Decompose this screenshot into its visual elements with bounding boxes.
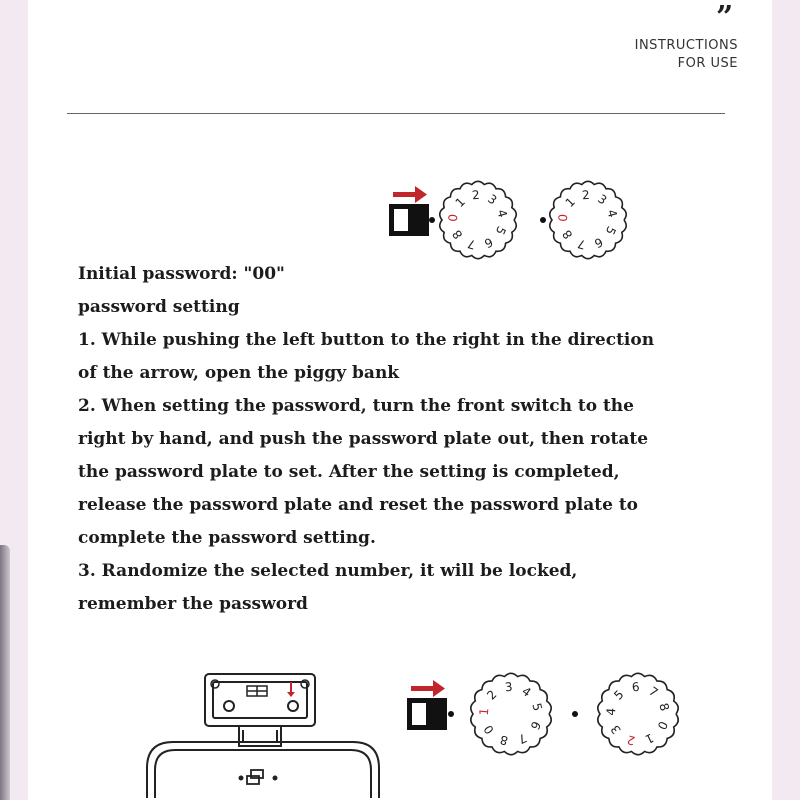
- dial-digit: 0: [445, 213, 461, 223]
- connector-dot: [540, 217, 546, 223]
- connector-dot: [448, 711, 454, 717]
- dial-digit: 1: [642, 730, 656, 747]
- front-switch-icon: [239, 770, 278, 784]
- dial-digit: 4: [603, 707, 619, 717]
- header-line-instructions: INSTRUCTIONS: [634, 38, 738, 53]
- piggy-bank-lock-illustration: [143, 670, 383, 800]
- dial-top-left: [440, 181, 516, 258]
- password-setting-heading: password setting: [78, 297, 240, 317]
- quote-mark: ”: [716, 0, 734, 35]
- step-3-line: 3. Randomize the selected number, it will be locked,: [78, 561, 578, 581]
- dial-digit: 3: [485, 191, 500, 208]
- dial-digit: 0: [654, 718, 671, 732]
- dial-digit: 8: [498, 732, 510, 748]
- header-line-for-use: FOR USE: [677, 56, 738, 71]
- dial-digit: 4: [604, 208, 620, 220]
- initial-password-line: Initial password: "00": [78, 264, 285, 284]
- dial-digit: 5: [602, 224, 619, 237]
- dial-digit: 6: [482, 234, 495, 251]
- dial-digit: 0: [480, 722, 497, 737]
- dial-digit: 8: [559, 227, 576, 242]
- dial-digit: 2: [581, 187, 591, 203]
- dial-digit: 3: [595, 191, 610, 208]
- lock-button-icon: [389, 204, 429, 236]
- dial-digit: 7: [466, 236, 478, 252]
- dial-digit: 7: [646, 683, 661, 700]
- dial-digit: 5: [611, 687, 627, 703]
- dial-digit: 5: [492, 224, 509, 237]
- dial-digit: 2: [484, 687, 500, 703]
- dial-digit: 8: [656, 701, 672, 713]
- push-arrow-icon: [393, 186, 427, 203]
- step-2-line-4: release the password plate and reset the password plate to: [78, 495, 639, 515]
- instructions-text: [78, 258, 768, 621]
- dial-digit: 2: [625, 732, 637, 748]
- lock-diagram-set: [405, 670, 695, 760]
- dial-digit: 4: [494, 208, 510, 220]
- connector-dot: [572, 711, 578, 717]
- dial-bottom-right: [598, 673, 678, 754]
- dial-digit: 6: [592, 234, 605, 251]
- connector-dot: [429, 217, 435, 223]
- dial-digit: 8: [449, 227, 466, 242]
- dial-digit: 5: [529, 701, 545, 713]
- header-divider: [67, 113, 725, 114]
- dial-digit: 1: [562, 194, 578, 210]
- dial-digit: 7: [515, 730, 529, 747]
- dial-digit: 3: [607, 722, 624, 737]
- dial-digit: 0: [555, 213, 571, 223]
- lock-button-icon: [407, 698, 447, 730]
- dial-digit: 1: [476, 707, 492, 717]
- dial-digit: 1: [452, 194, 468, 210]
- step-3-line-2: remember the password: [78, 594, 308, 614]
- dial-top-right: [550, 181, 626, 258]
- page-header: [635, 37, 738, 73]
- lock-diagram-initial: [385, 176, 655, 266]
- step-2-line-3: the password plate to set. After the setting is completed,: [78, 462, 620, 482]
- dial-bottom-left: [471, 673, 551, 754]
- push-arrow-icon: [411, 680, 445, 697]
- dial-digit: 2: [471, 187, 481, 203]
- dial-digit: 7: [576, 236, 588, 252]
- dial-digit: 6: [527, 718, 544, 732]
- left-edge-shadow: [0, 545, 10, 800]
- step-1-line-2: of the arrow, open the piggy bank: [78, 363, 400, 383]
- step-1-line: 1. While pushing the left button to the right in the direction: [78, 330, 655, 350]
- dial-digit: 6: [631, 679, 641, 695]
- dial-digit: 4: [519, 683, 534, 700]
- dial-digit: 3: [504, 679, 514, 695]
- step-2-line: 2. When setting the password, turn the front switch to the: [78, 396, 634, 416]
- lock-screws-icon: [211, 680, 309, 711]
- step-2-line-2: right by hand, and push the password plate out, then rotate: [78, 429, 649, 449]
- step-2-line-5: complete the password setting.: [78, 528, 376, 548]
